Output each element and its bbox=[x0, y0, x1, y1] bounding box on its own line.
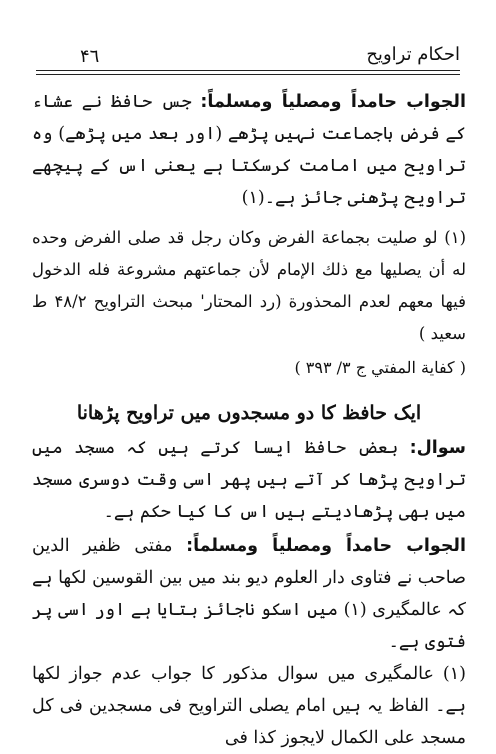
answer-text: جس حافظ نے عشاء کے فرض باجماعت نہیں پڑھے (اور بعد میں پڑھے) وہ تراویح میں امامت کرسکتا ہے یعنی اس کے پیچھے تراویح پڑھنی جائز ہے۔(۱) bbox=[32, 92, 466, 208]
answer-heading-2: الجواب حامداً ومصلیاً ومسلماً: bbox=[186, 536, 466, 556]
page-body bbox=[32, 86, 466, 754]
footnote-paragraph: (۱) عالمگیری میں سوال مذکور کا جواب عدم جواز لکھا ہے۔ الفاظ یہ ہیں امام يصلى التراويح فى مسجدين فى كل مسجد على الكمال لايجوز كذا فى bbox=[32, 664, 466, 748]
question-text: بعض حافظ ایسا کرتے ہیں کہ مسجد میں تراویح پڑھا کر آتے ہیں پھر اسی وقت دوسری مسجد میں بھی پڑھادیتے ہیں اس کا کیا حکم ہے۔ bbox=[32, 438, 466, 522]
reference-citation: ( كفاية المفتي ج ۳/ ۳۹۳ ) bbox=[294, 358, 466, 377]
answer-paragraph-1 bbox=[32, 86, 466, 214]
running-title: احکام تراویح bbox=[366, 44, 460, 65]
answer-heading: الجواب حامداً ومصلیاً ومسلماً: bbox=[200, 92, 466, 112]
page-header bbox=[36, 40, 460, 72]
question-heading: سوال: bbox=[409, 438, 466, 458]
answer-text-2: مفتی ظفیر الدین صاحب نے فتاوی دار العلوم دیو بند میں بین القوسین لکھا ہے کہ عالمگیری (۱) میں اسکو ناجائز بتایا ہے اور اسی پر فتوی ہے۔ bbox=[32, 536, 466, 652]
section-title: ایک حافظ کا دو مسجدوں میں تراویح پڑھانا bbox=[76, 402, 422, 424]
header-rule bbox=[36, 70, 460, 71]
header-rule-double bbox=[36, 74, 460, 75]
arabic-footnote-1: (۱) لو صليت بجماعة الفرض وكان رجل قد صلى الفرض وحده له أن يصليها مع ذلك الإمام لأن جماعتهم مشروعة فله الدخول فيها معهم لعدم المحذورة (رد المحتار' مبحث التراويح ۴۸/۲ ط سعيد ) bbox=[32, 228, 466, 343]
question-paragraph bbox=[32, 432, 466, 528]
answer-paragraph-2 bbox=[32, 530, 466, 658]
page-number: ۴٦ bbox=[80, 46, 100, 67]
